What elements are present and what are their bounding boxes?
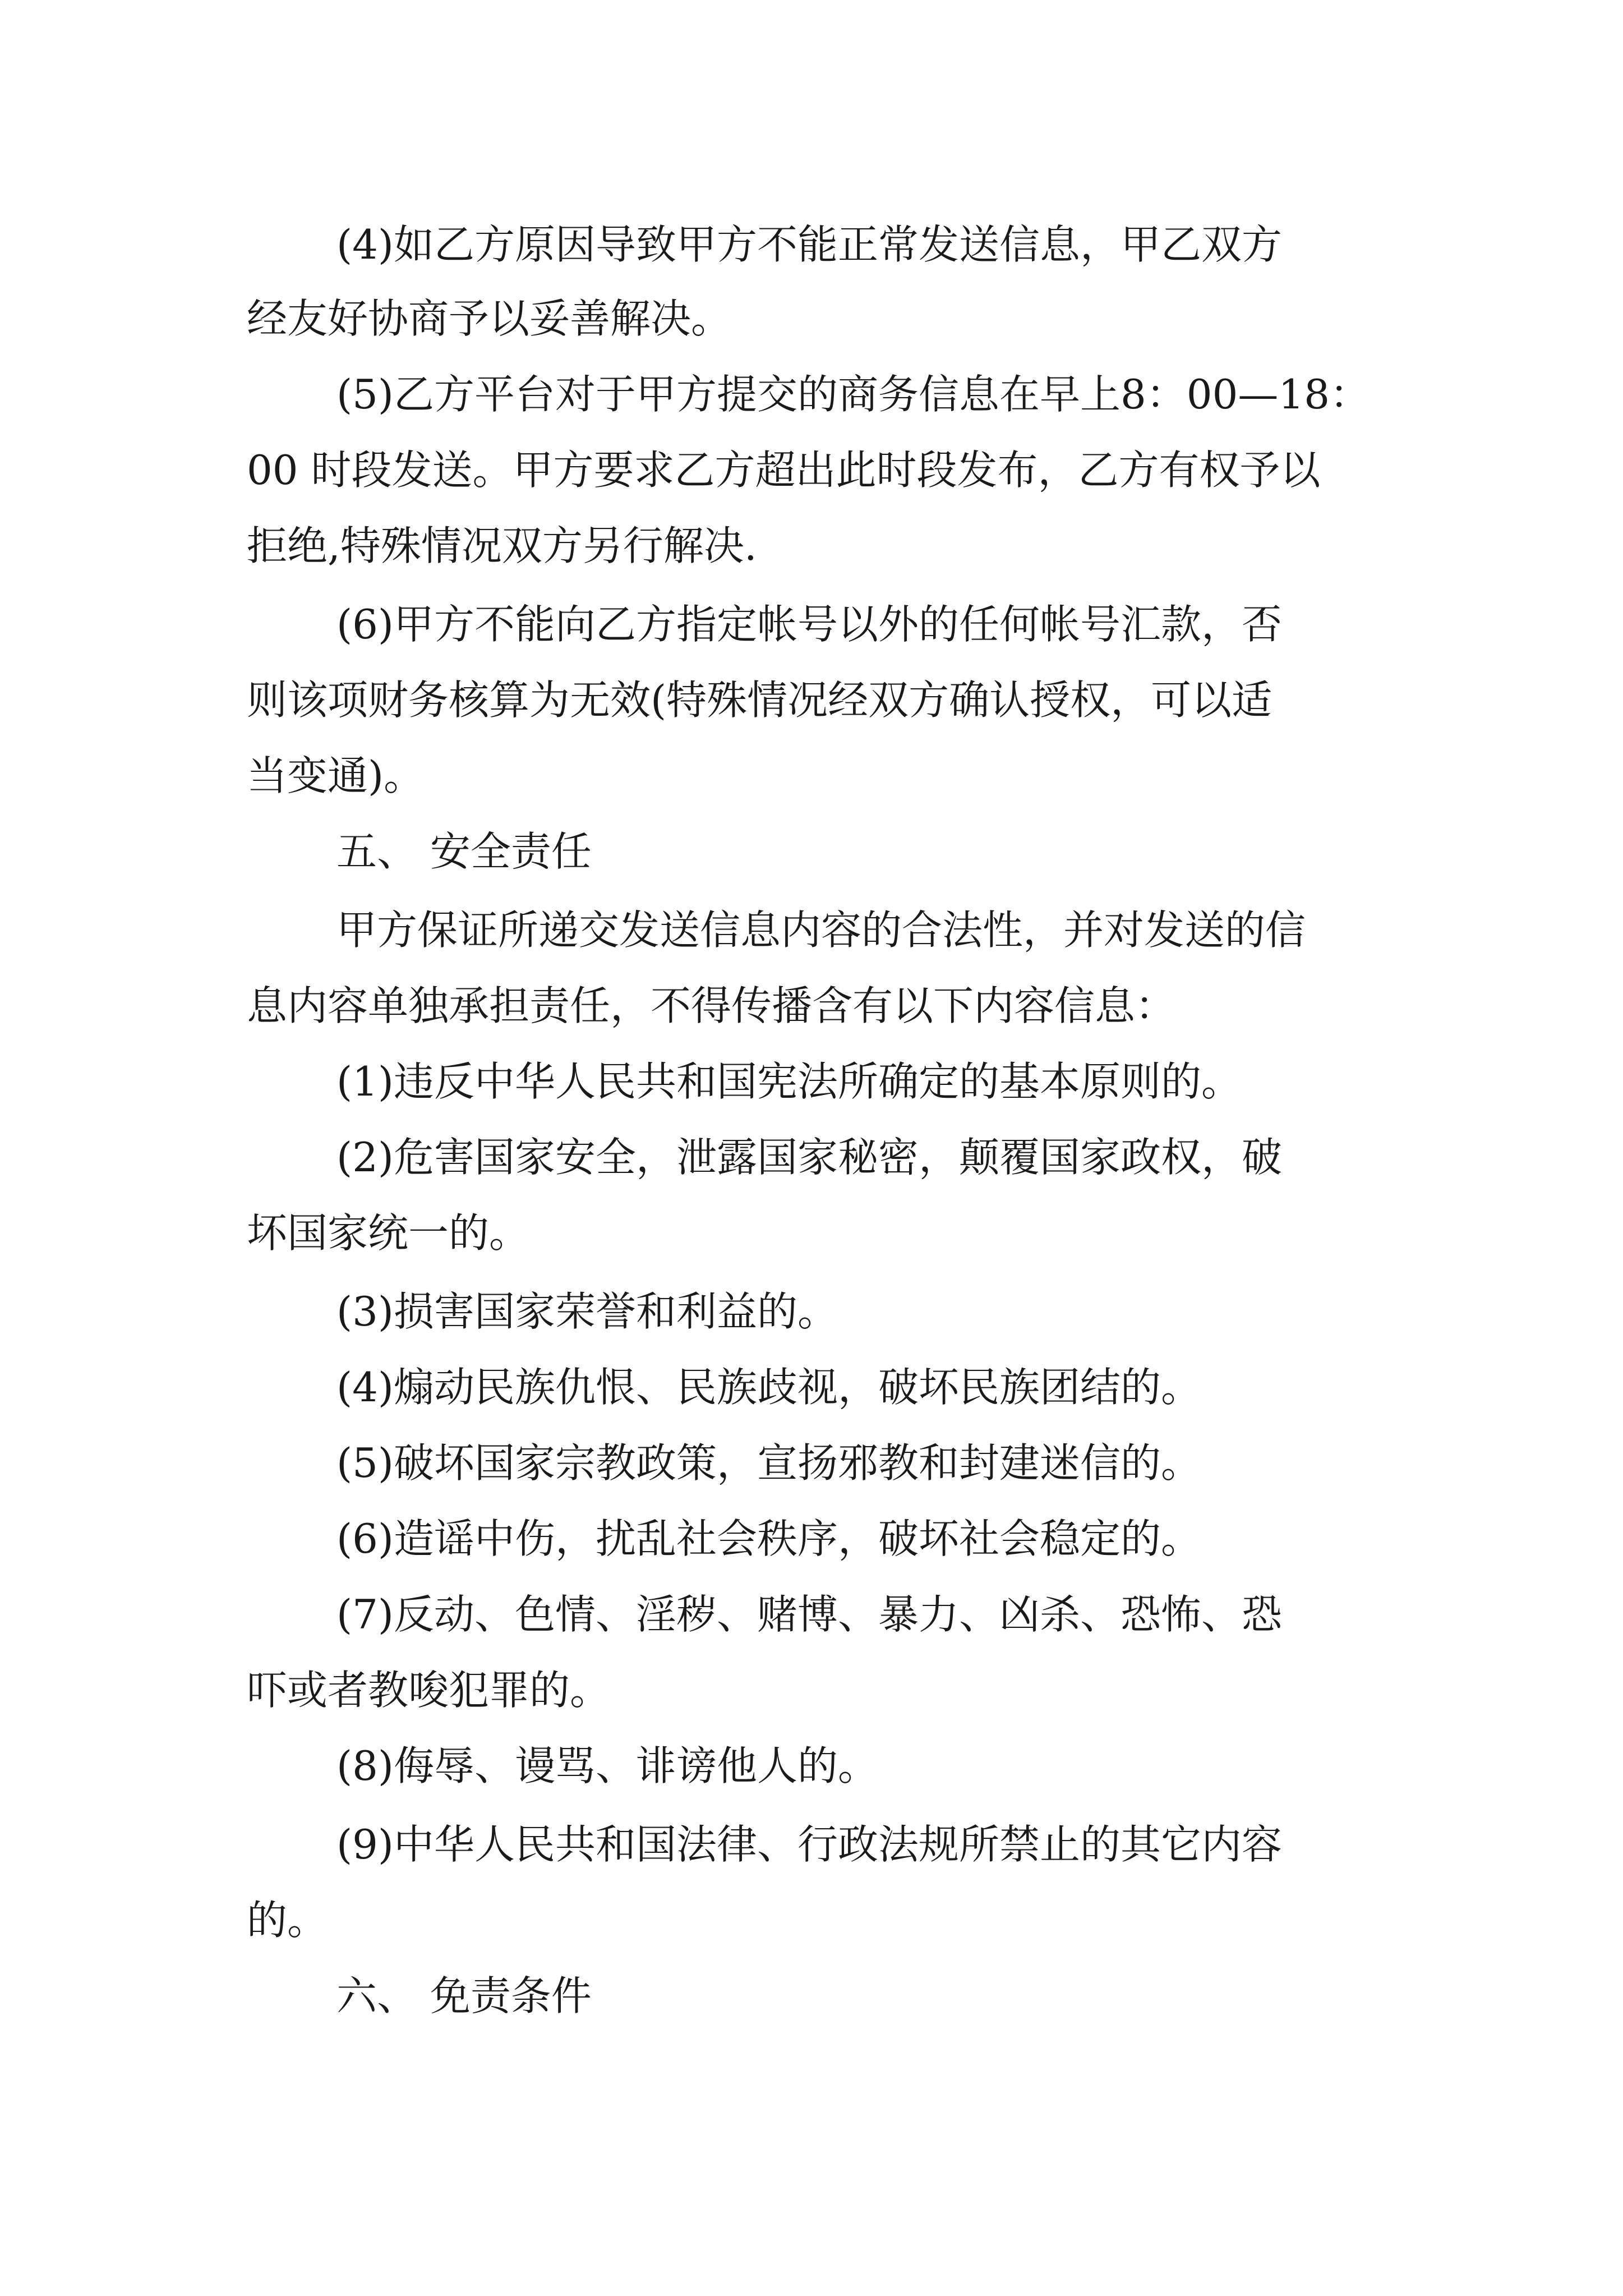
text-line: (8)侮辱、谩骂、诽谤他人的。 <box>336 1742 878 1789</box>
section-heading: 六、 免责条件 <box>336 1972 592 2019</box>
text-line: (3)损害国家荣誉和利益的。 <box>336 1288 838 1335</box>
text-line: 甲方保证所递交发送信息内容的合法性，并对发送的信 <box>336 907 1306 954</box>
text-line: (4)煽动民族仇恨、民族歧视，破坏民族团结的。 <box>336 1364 1201 1411</box>
text-line: (1)违反中华人民共和国宪法所确定的基本原则的。 <box>336 1058 1242 1105</box>
section-heading: 五、 安全责任 <box>336 828 592 875</box>
text-line: (9)中华人民共和国法律、行政法规所禁止的其它内容 <box>336 1821 1282 1868</box>
text-line: (5)乙方平台对于甲方提交的商务信息在早上8：00—18： <box>336 371 1371 418</box>
text-line: 坏国家统一的。 <box>247 1209 530 1257</box>
text-line: (4)如乙方原因导致甲方不能正常发送信息，甲乙双方 <box>336 221 1282 268</box>
text-line: 息内容单独承担责任，不得传播含有以下内容信息： <box>247 982 1176 1029</box>
text-line: 00 时段发送。甲方要求乙方超出此时段发布，乙方有权予以 <box>247 447 1321 494</box>
text-line: (6)造谣中伤，扰乱社会秩序，破坏社会稳定的。 <box>336 1515 1201 1562</box>
text-line: (2)危害国家安全，泄露国家秘密，颠覆国家政权，破 <box>336 1134 1282 1181</box>
text-line: 经友好协商予以妥善解决。 <box>247 295 732 342</box>
text-line: 的。 <box>247 1897 328 1944</box>
text-line: 拒绝,特殊情况双方另行解决. <box>247 522 757 569</box>
text-line: 则该项财务核算为无效(特殊情况经双方确认授权，可以适 <box>247 677 1272 724</box>
text-line: (6)甲方不能向乙方指定帐号以外的任何帐号汇款，否 <box>336 601 1282 648</box>
text-line: (5)破坏国家宗教政策，宣扬邪教和封建迷信的。 <box>336 1439 1201 1487</box>
text-line: 当变通)。 <box>247 752 425 799</box>
text-line: 吓或者教唆犯罪的。 <box>247 1667 611 1714</box>
text-line: (7)反动、色情、淫秽、赌博、暴力、凶杀、恐怖、恐 <box>336 1591 1282 1638</box>
